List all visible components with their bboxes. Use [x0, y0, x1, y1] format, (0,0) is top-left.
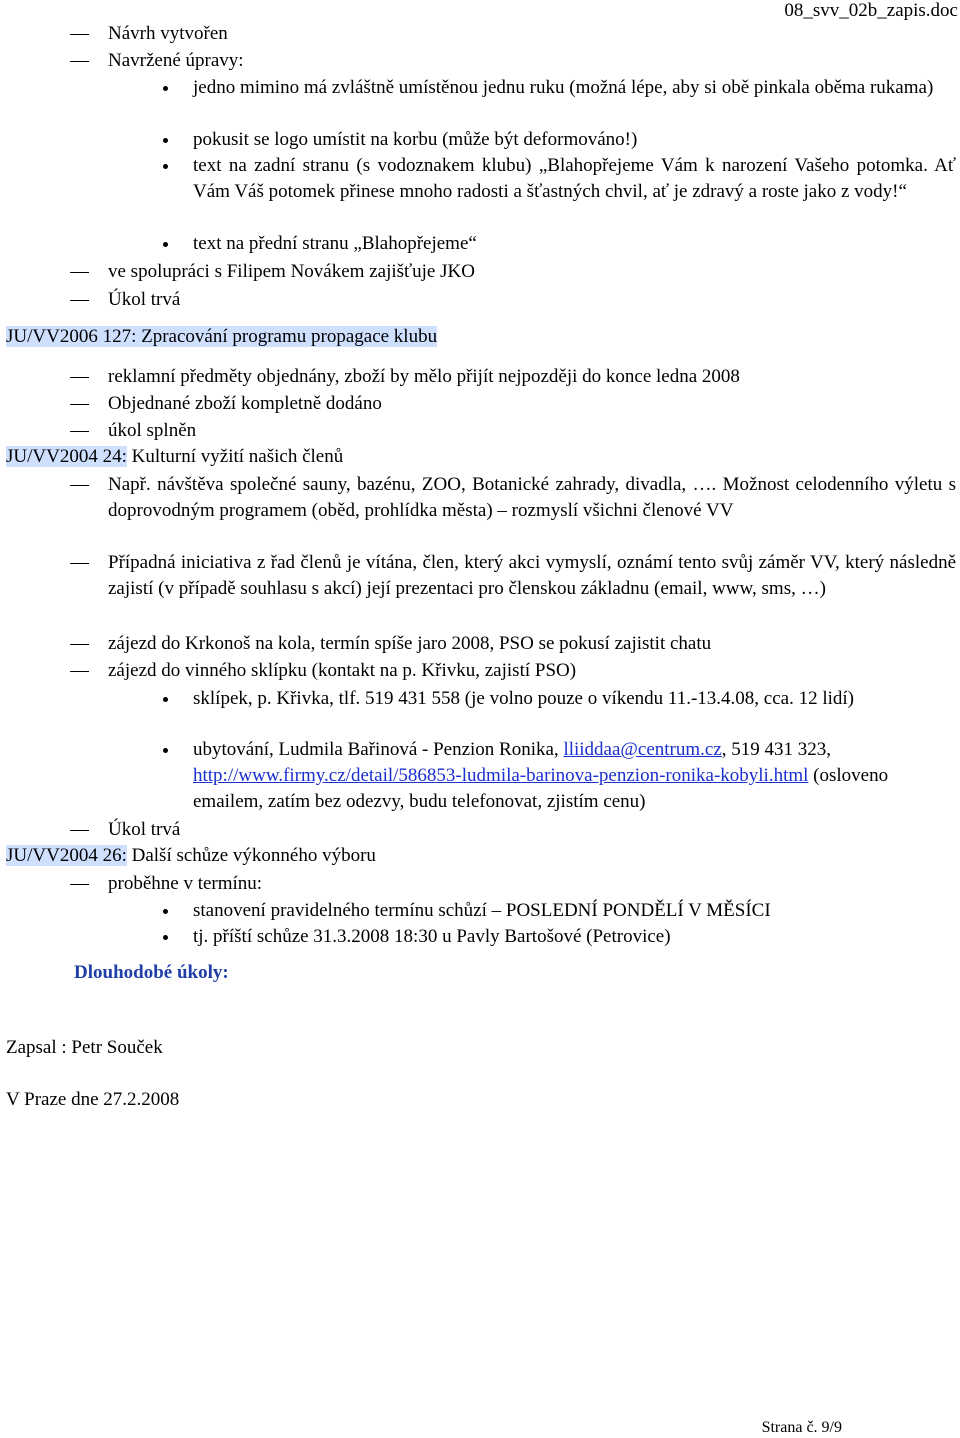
task-code-26: JU/VV2004 26:: [6, 845, 127, 866]
task-heading-24: [6, 444, 343, 470]
list-item: [108, 658, 956, 684]
list-item: [108, 21, 956, 47]
list-item-text: Úkol trvá: [108, 819, 181, 840]
page-number: Strana č. 9/9: [761, 1419, 842, 1436]
list-item-text: ve spolupráci s Filipem Novákem zajišťuje JKO: [108, 261, 475, 282]
bullet-item: [193, 231, 956, 257]
bullet-text: stanovení pravidelného termínu schůzí – POSLEDNÍ PONDĚLÍ V MĚSÍCI: [193, 900, 771, 921]
task-heading-127: [6, 324, 437, 350]
bullet-text: jedno mimino má zvláštně umístěnou jednu ruku (možná lépe, aby si obě pinkala oběma rukama): [193, 77, 934, 98]
bullet-item: [193, 153, 956, 205]
list-item: [108, 472, 956, 524]
bullet-text: sklípek, p. Křivka, tlf. 519 431 558 (je volno pouze o víkendu 11.-13.4.08, cca. 12 lidí): [193, 688, 855, 709]
email-link[interactable]: lliiddaa@centrum.cz: [563, 739, 722, 760]
bullet-text: tj. příští schůze 31.3.2008 18:30 u Pavly Bartošové (Petrovice): [193, 926, 671, 947]
task-heading-26: [6, 843, 376, 869]
list-item: [108, 418, 956, 444]
document-filename: 08_svv_02b_zapis.doc: [784, 0, 958, 21]
list-item-text: proběhne v termínu:: [108, 873, 263, 894]
task-title-26: Další schůze výkonného výboru: [126, 845, 376, 866]
list-item-text: zájezd do vinného sklípku (kontakt na p. Křivku, zajistí PSO): [108, 660, 577, 681]
list-item: [108, 259, 956, 285]
list-item: [108, 631, 956, 657]
bullet-item: [193, 127, 956, 153]
bullet-text: text na zadní stranu (s vodoznakem klubu) „Blahopřejeme Vám k narození Vašeho potomka. Ať Vám Váš potomek přinese mnoho radosti a šťastných chvil, ať je zdravý a roste jako z vody!“: [193, 155, 956, 202]
recorded-by: Zapsal : Petr Souček: [6, 1037, 163, 1058]
task-title-24: Kulturní vyžití našich členů: [126, 446, 344, 467]
list-item: [108, 550, 956, 602]
list-item-text: Úkol trvá: [108, 289, 181, 310]
list-item: [108, 48, 956, 74]
bullet-item: [193, 75, 956, 101]
task-code-127: JU/VV2006 127: Zpracování programu propagace klubu: [6, 326, 438, 347]
list-item: [108, 287, 956, 313]
bullet-item: [193, 898, 956, 924]
list-item-text: Případná iniciativa z řad členů je vítána, člen, který akci vymyslí, oznámí tento svůj záměr VV, který následně zajistí (v případě souhlasu s akcí) její prezentaci pro členskou základnu (email, www, sms, …): [108, 552, 956, 599]
list-item-text: reklamní předměty objednány, zboží by mělo přijít nejpozději do konce ledna 2008: [108, 366, 740, 387]
list-item: [108, 817, 956, 843]
list-item-text: zájezd do Krkonoš na kola, termín spíše jaro 2008, PSO se pokusí zajistit chatu: [108, 633, 712, 654]
place-date: V Praze dne 27.2.2008: [6, 1089, 180, 1110]
bullet-text: (osloveno emailem, zatím bez odezvy, budu telefonovat, zjistím cenu): [193, 765, 889, 812]
list-item-text: úkol splněn: [108, 420, 197, 441]
long-term-heading: Dlouhodobé úkoly:: [74, 962, 229, 983]
list-item: [108, 871, 956, 897]
list-item-text: Návrh vytvořen: [108, 23, 228, 44]
list-item: [108, 364, 956, 390]
list-item-text: Navržené úpravy:: [108, 50, 244, 71]
bullet-item: [193, 737, 956, 815]
bullet-item: [193, 686, 956, 712]
bullet-text: , 519 431 323,: [721, 739, 832, 760]
list-item-text: Objednané zboží kompletně dodáno: [108, 393, 382, 414]
web-link[interactable]: http://www.firmy.cz/detail/586853-ludmila-barinova-penzion-ronika-kobyli.html: [193, 765, 809, 786]
bullet-text: pokusit se logo umístit na korbu (může být deformováno!): [193, 129, 638, 150]
bullet-text: text na přední stranu „Blahopřejeme“: [193, 233, 477, 254]
bullet-item: [193, 924, 956, 950]
bullet-text: ubytování, Ludmila Bařinová - Penzion Ronika,: [193, 739, 564, 760]
task-code-24: JU/VV2004 24:: [6, 446, 127, 467]
list-item-text: Např. návštěva společné sauny, bazénu, ZOO, Botanické zahrady, divadla, …. Možnost celodenního výletu s doprovodným programem (oběd, prohlídka města) – rozmyslí všichni členové VV: [108, 474, 956, 521]
list-item: [108, 391, 956, 417]
